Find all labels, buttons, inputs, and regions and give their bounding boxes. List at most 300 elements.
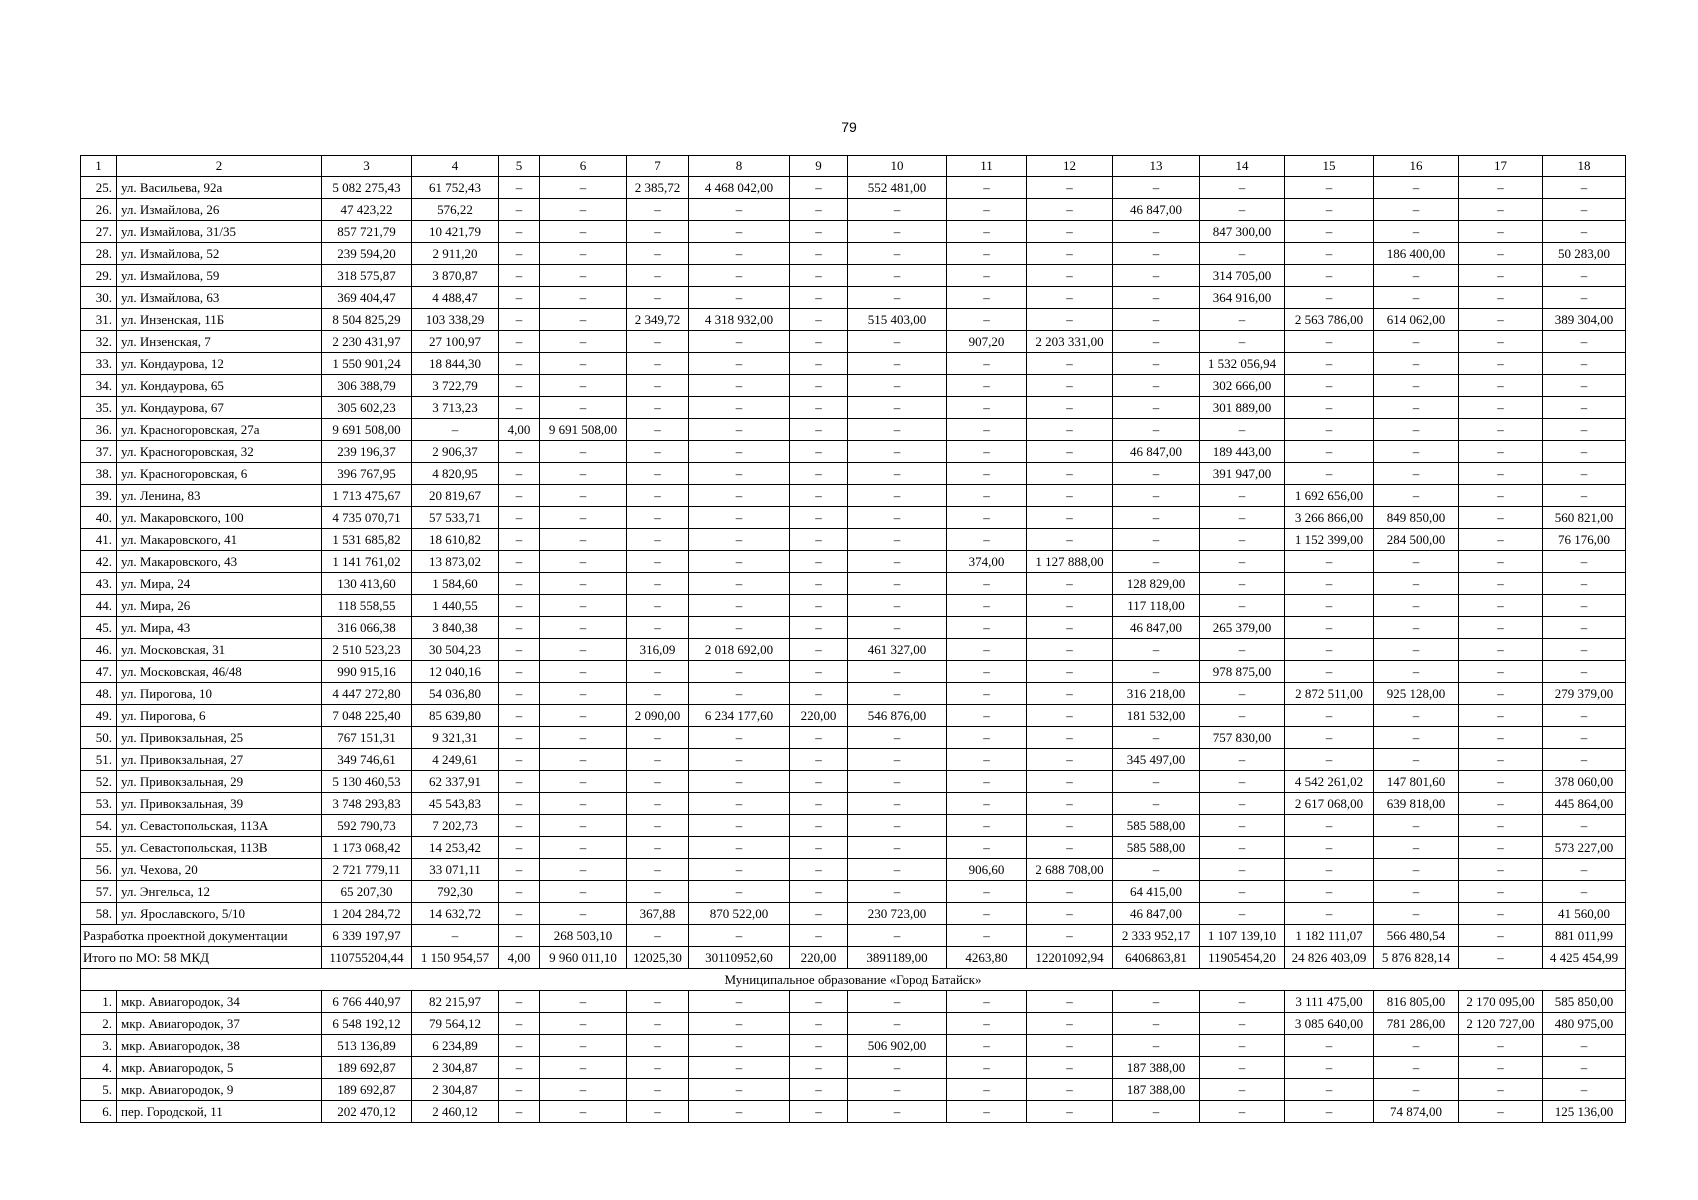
table-cell: – [1459, 595, 1543, 617]
table-cell: – [947, 309, 1027, 331]
table-cell: 1 182 111,07 [1285, 925, 1374, 947]
table-cell: – [499, 837, 540, 859]
table-cell: – [848, 661, 947, 683]
table-cell: – [627, 397, 689, 419]
table-cell: – [689, 507, 790, 529]
table-cell: – [689, 573, 790, 595]
table-cell: – [1285, 705, 1374, 727]
table-row [81, 661, 1626, 683]
table-cell: – [1200, 1079, 1285, 1101]
table-cell: ул. Красногоровская, 32 [117, 441, 322, 463]
table-cell: – [947, 529, 1027, 551]
table-cell: – [1543, 815, 1626, 837]
table-cell: – [1459, 683, 1543, 705]
table-cell: – [947, 815, 1027, 837]
table-cell: – [540, 815, 627, 837]
table-cell: – [1459, 353, 1543, 375]
table-cell: 54 036,80 [412, 683, 499, 705]
table-cell: – [790, 903, 848, 925]
table-cell: – [1285, 661, 1374, 683]
table-cell: – [790, 287, 848, 309]
table-cell: – [848, 331, 947, 353]
table-cell: 592 790,73 [322, 815, 412, 837]
table-cell: – [1027, 617, 1113, 639]
table-row [81, 419, 1626, 441]
table-row [81, 221, 1626, 243]
table-cell: ул. Привокзальная, 39 [117, 793, 322, 815]
table-cell: 29. [81, 265, 117, 287]
table-cell: 265 379,00 [1200, 617, 1285, 639]
data-table [80, 155, 1626, 1123]
table-cell: 302 666,00 [1200, 375, 1285, 397]
table-cell: 26. [81, 199, 117, 221]
table-row [81, 1035, 1626, 1057]
table-cell: – [540, 397, 627, 419]
table-cell: 4 820,95 [412, 463, 499, 485]
table-cell: 2 304,87 [412, 1079, 499, 1101]
table-row [81, 881, 1626, 903]
table-cell: – [1543, 221, 1626, 243]
table-cell: – [627, 837, 689, 859]
table-cell: 573 227,00 [1543, 837, 1626, 859]
table-cell: – [1374, 441, 1459, 463]
table-cell: – [1459, 881, 1543, 903]
table-cell: – [540, 595, 627, 617]
table-cell: – [1374, 573, 1459, 595]
table-cell: – [540, 881, 627, 903]
table-row [81, 859, 1626, 881]
table-cell: – [1285, 221, 1374, 243]
table-cell: 46 847,00 [1113, 903, 1200, 925]
table-cell: 117 118,00 [1113, 595, 1200, 617]
table-cell: 76 176,00 [1543, 529, 1626, 551]
table-cell: – [947, 353, 1027, 375]
table-cell: – [1027, 727, 1113, 749]
table-cell: 220,00 [790, 705, 848, 727]
table-cell: – [1543, 331, 1626, 353]
table-cell: – [1200, 331, 1285, 353]
table-cell: 369 404,47 [322, 287, 412, 309]
table-cell: – [689, 397, 790, 419]
table-cell: – [1543, 705, 1626, 727]
table-cell: – [1543, 375, 1626, 397]
table-cell: – [1459, 441, 1543, 463]
table-cell: – [540, 441, 627, 463]
table-cell: – [947, 793, 1027, 815]
table-cell: – [1285, 551, 1374, 573]
table-cell: – [947, 287, 1027, 309]
table-cell: – [848, 199, 947, 221]
table-cell: 1 141 761,02 [322, 551, 412, 573]
table-cell: – [540, 485, 627, 507]
table-cell: – [1459, 793, 1543, 815]
table-cell: ул. Привокзальная, 29 [117, 771, 322, 793]
table-cell: 55. [81, 837, 117, 859]
table-cell: – [947, 1035, 1027, 1057]
table-cell: – [540, 551, 627, 573]
table-cell: 4 542 261,02 [1285, 771, 1374, 793]
table-cell: – [790, 485, 848, 507]
table-cell: Разработка проектной документации [81, 925, 322, 947]
table-cell: – [689, 595, 790, 617]
table-cell: 4 318 932,00 [689, 309, 790, 331]
table-row [81, 441, 1626, 463]
table-cell: 978 875,00 [1200, 661, 1285, 683]
table-cell: – [1285, 375, 1374, 397]
table-cell: – [627, 463, 689, 485]
table-cell: 33 071,11 [412, 859, 499, 881]
table-row [81, 177, 1626, 199]
table-cell: 2 170 095,00 [1459, 991, 1543, 1013]
table-cell: 37. [81, 441, 117, 463]
table-cell: 781 286,00 [1374, 1013, 1459, 1035]
table-row [81, 815, 1626, 837]
table-cell: – [1200, 683, 1285, 705]
table-cell: 1 550 901,24 [322, 353, 412, 375]
table-cell: – [540, 1057, 627, 1079]
table-cell: – [1200, 837, 1285, 859]
table-cell: 30110952,60 [689, 947, 790, 969]
table-cell: – [1543, 573, 1626, 595]
table-cell: 585 588,00 [1113, 837, 1200, 859]
table-cell: ул. Измайлова, 59 [117, 265, 322, 287]
table-cell: 40. [81, 507, 117, 529]
table-cell: – [1459, 309, 1543, 331]
table-row [81, 991, 1626, 1013]
table-cell: 3891189,00 [848, 947, 947, 969]
table-cell: – [790, 815, 848, 837]
table-cell: пер. Городской, 11 [117, 1101, 322, 1123]
table-cell: 576,22 [412, 199, 499, 221]
table-cell: – [1200, 705, 1285, 727]
table-cell: 49. [81, 705, 117, 727]
table-cell: – [848, 243, 947, 265]
table-cell: – [1285, 639, 1374, 661]
table-cell: – [848, 529, 947, 551]
table-cell: – [1027, 485, 1113, 507]
table-cell: – [790, 177, 848, 199]
table-cell: 16 [1374, 156, 1459, 177]
table-cell: ул. Пирогова, 6 [117, 705, 322, 727]
table-cell: 6 339 197,97 [322, 925, 412, 947]
table-cell: ул. Кондаурова, 12 [117, 353, 322, 375]
table-cell: 12 [1027, 156, 1113, 177]
table-cell: – [627, 617, 689, 639]
table-cell: ул. Чехова, 20 [117, 859, 322, 881]
table-cell: – [499, 925, 540, 947]
table-cell: 50. [81, 727, 117, 749]
table-cell: 54. [81, 815, 117, 837]
table-cell: – [848, 793, 947, 815]
table-cell: 6 234,89 [412, 1035, 499, 1057]
table-cell: ул. Макаровского, 43 [117, 551, 322, 573]
table-cell: – [790, 441, 848, 463]
table-cell: – [1027, 661, 1113, 683]
table-cell: – [627, 727, 689, 749]
table-cell: – [1459, 639, 1543, 661]
table-cell: – [1459, 1035, 1543, 1057]
table-cell: – [1200, 243, 1285, 265]
table-cell: 147 801,60 [1374, 771, 1459, 793]
table-cell: – [1113, 353, 1200, 375]
table-cell: 1 692 656,00 [1285, 485, 1374, 507]
table-cell: – [540, 353, 627, 375]
table-cell: 41 560,00 [1543, 903, 1626, 925]
table-cell: 2 [117, 156, 322, 177]
table-cell: – [790, 793, 848, 815]
table-cell: – [540, 1079, 627, 1101]
table-row [81, 507, 1626, 529]
table-row [81, 573, 1626, 595]
table-cell: – [1027, 705, 1113, 727]
table-cell: – [540, 507, 627, 529]
table-cell: – [627, 419, 689, 441]
table-cell: – [1027, 419, 1113, 441]
table-cell: – [1113, 397, 1200, 419]
table-row [81, 595, 1626, 617]
table-cell: – [540, 771, 627, 793]
table-cell: – [848, 419, 947, 441]
table-cell: 13 [1113, 156, 1200, 177]
table-row [81, 683, 1626, 705]
table-cell: – [1113, 419, 1200, 441]
table-cell: – [627, 1013, 689, 1035]
table-cell: 64 415,00 [1113, 881, 1200, 903]
table-cell: – [1459, 331, 1543, 353]
table-cell: 847 300,00 [1200, 221, 1285, 243]
table-cell: – [627, 441, 689, 463]
table-cell: – [848, 727, 947, 749]
table-cell: – [499, 1079, 540, 1101]
table-cell: – [1374, 463, 1459, 485]
table-cell: 38. [81, 463, 117, 485]
table-cell: – [947, 727, 1027, 749]
table-cell: – [790, 507, 848, 529]
table-cell: – [1113, 1035, 1200, 1057]
table-cell: – [627, 287, 689, 309]
table-row [81, 485, 1626, 507]
table-cell: ул. Московская, 46/48 [117, 661, 322, 683]
table-cell: 2 018 692,00 [689, 639, 790, 661]
table-row [81, 265, 1626, 287]
table-cell: – [790, 463, 848, 485]
table-cell: – [627, 749, 689, 771]
table-cell: 14 253,42 [412, 837, 499, 859]
table-cell: – [1113, 551, 1200, 573]
table-cell: – [540, 859, 627, 881]
table-cell: 220,00 [790, 947, 848, 969]
design-row [81, 925, 1626, 947]
table-cell: – [947, 1079, 1027, 1101]
table-cell: – [947, 1013, 1027, 1035]
table-row [81, 375, 1626, 397]
table-cell: 316 218,00 [1113, 683, 1200, 705]
table-cell: – [689, 881, 790, 903]
table-cell: – [499, 375, 540, 397]
table-cell: – [1459, 705, 1543, 727]
table-cell: 305 602,23 [322, 397, 412, 419]
table-cell: – [1459, 837, 1543, 859]
table-cell: – [848, 683, 947, 705]
table-cell: – [1543, 595, 1626, 617]
table-row [81, 1057, 1626, 1079]
table-cell: 767 151,31 [322, 727, 412, 749]
table-cell: – [1374, 705, 1459, 727]
table-cell: – [689, 551, 790, 573]
table-cell: – [1027, 463, 1113, 485]
table-cell: – [627, 1101, 689, 1123]
table-cell: – [947, 265, 1027, 287]
table-cell: 103 338,29 [412, 309, 499, 331]
table-cell: – [1374, 375, 1459, 397]
table-cell: – [1285, 1101, 1374, 1123]
table-cell: – [790, 991, 848, 1013]
table-cell: 12201092,94 [1027, 947, 1113, 969]
table-cell: – [689, 1079, 790, 1101]
table-cell: 9 691 508,00 [322, 419, 412, 441]
table-cell: – [947, 463, 1027, 485]
table-cell: ул. Ярославского, 5/10 [117, 903, 322, 925]
table-cell: – [1459, 419, 1543, 441]
table-cell: – [540, 265, 627, 287]
table-cell: – [1200, 507, 1285, 529]
table-cell: 2 510 523,23 [322, 639, 412, 661]
table-cell: – [499, 793, 540, 815]
table-cell: – [1027, 573, 1113, 595]
table-cell: – [1543, 661, 1626, 683]
table-cell: 6. [81, 1101, 117, 1123]
table-cell: 3 111 475,00 [1285, 991, 1374, 1013]
table-cell: – [790, 1057, 848, 1079]
table-cell: 74 874,00 [1374, 1101, 1459, 1123]
table-cell: – [1374, 1057, 1459, 1079]
table-cell: – [1543, 287, 1626, 309]
table-cell: 8 [689, 156, 790, 177]
table-cell: – [1027, 749, 1113, 771]
table-cell: 47. [81, 661, 117, 683]
table-cell: – [627, 331, 689, 353]
table-cell: – [790, 265, 848, 287]
table-cell: – [499, 639, 540, 661]
table-cell: – [790, 1035, 848, 1057]
table-cell: – [1027, 793, 1113, 815]
table-cell: 51. [81, 749, 117, 771]
table-cell: 30. [81, 287, 117, 309]
table-cell: мкр. Авиагородок, 38 [117, 1035, 322, 1057]
table-cell: – [1459, 221, 1543, 243]
table-cell: – [627, 507, 689, 529]
table-row [81, 243, 1626, 265]
table-cell: – [540, 991, 627, 1013]
table-cell: – [1113, 331, 1200, 353]
table-cell: 3 722,79 [412, 375, 499, 397]
table-cell: – [790, 859, 848, 881]
table-cell: 1 107 139,10 [1200, 925, 1285, 947]
table-cell: 45. [81, 617, 117, 639]
table-cell: 15 [1285, 156, 1374, 177]
table-cell: 316,09 [627, 639, 689, 661]
table-cell: – [1113, 529, 1200, 551]
table-cell: – [627, 991, 689, 1013]
table-cell: 639 818,00 [1374, 793, 1459, 815]
table-cell: – [790, 243, 848, 265]
table-cell: 5 [499, 156, 540, 177]
table-cell: – [947, 441, 1027, 463]
table-cell: – [848, 375, 947, 397]
table-cell: ул. Измайлова, 52 [117, 243, 322, 265]
table-cell: – [540, 573, 627, 595]
table-cell: – [1285, 881, 1374, 903]
table-cell: – [1285, 749, 1374, 771]
table-cell: – [947, 243, 1027, 265]
table-cell: – [540, 199, 627, 221]
table-cell: 189 443,00 [1200, 441, 1285, 463]
table-cell: – [1285, 727, 1374, 749]
table-cell: – [1113, 661, 1200, 683]
table-cell: – [1285, 265, 1374, 287]
table-cell: 506 902,00 [848, 1035, 947, 1057]
table-cell: 58. [81, 903, 117, 925]
table-cell: 186 400,00 [1374, 243, 1459, 265]
table-cell: 79 564,12 [412, 1013, 499, 1035]
table-cell: 43. [81, 573, 117, 595]
table-cell: – [1459, 573, 1543, 595]
table-cell: – [689, 375, 790, 397]
table-cell: – [1374, 353, 1459, 375]
table-cell: – [1027, 837, 1113, 859]
table-cell: – [947, 617, 1027, 639]
table-cell: 1 532 056,94 [1200, 353, 1285, 375]
table-row [81, 837, 1626, 859]
table-cell: – [1543, 353, 1626, 375]
table-cell: 6406863,81 [1113, 947, 1200, 969]
table-cell: – [1459, 287, 1543, 309]
table-cell: – [790, 881, 848, 903]
table-cell: – [499, 881, 540, 903]
table-cell: – [1459, 771, 1543, 793]
table-cell: – [499, 771, 540, 793]
table-cell: – [1027, 507, 1113, 529]
table-cell: – [1200, 749, 1285, 771]
table-cell: – [540, 221, 627, 243]
table-cell: ул. Кондаурова, 65 [117, 375, 322, 397]
table-cell: – [1459, 1079, 1543, 1101]
table-cell: – [540, 529, 627, 551]
table-cell: 566 480,54 [1374, 925, 1459, 947]
table-cell: ул. Севастопольская, 113В [117, 837, 322, 859]
table-cell: мкр. Авиагородок, 9 [117, 1079, 322, 1101]
table-cell: – [790, 639, 848, 661]
table-cell: – [1543, 727, 1626, 749]
table-cell: – [627, 1079, 689, 1101]
table-cell: 2 203 331,00 [1027, 331, 1113, 353]
table-cell: 2 333 952,17 [1113, 925, 1200, 947]
table-cell: – [1459, 551, 1543, 573]
table-cell: – [499, 507, 540, 529]
table-cell: – [1459, 1101, 1543, 1123]
table-cell: 849 850,00 [1374, 507, 1459, 529]
table-cell: 46 847,00 [1113, 441, 1200, 463]
table-cell: 62 337,91 [412, 771, 499, 793]
table-cell: – [1459, 463, 1543, 485]
table-cell: – [499, 1035, 540, 1057]
table-cell: 239 594,20 [322, 243, 412, 265]
table-cell: 2. [81, 1013, 117, 1035]
table-cell: 57 533,71 [412, 507, 499, 529]
table-cell: – [1459, 397, 1543, 419]
table-cell: 28. [81, 243, 117, 265]
table-row [81, 309, 1626, 331]
